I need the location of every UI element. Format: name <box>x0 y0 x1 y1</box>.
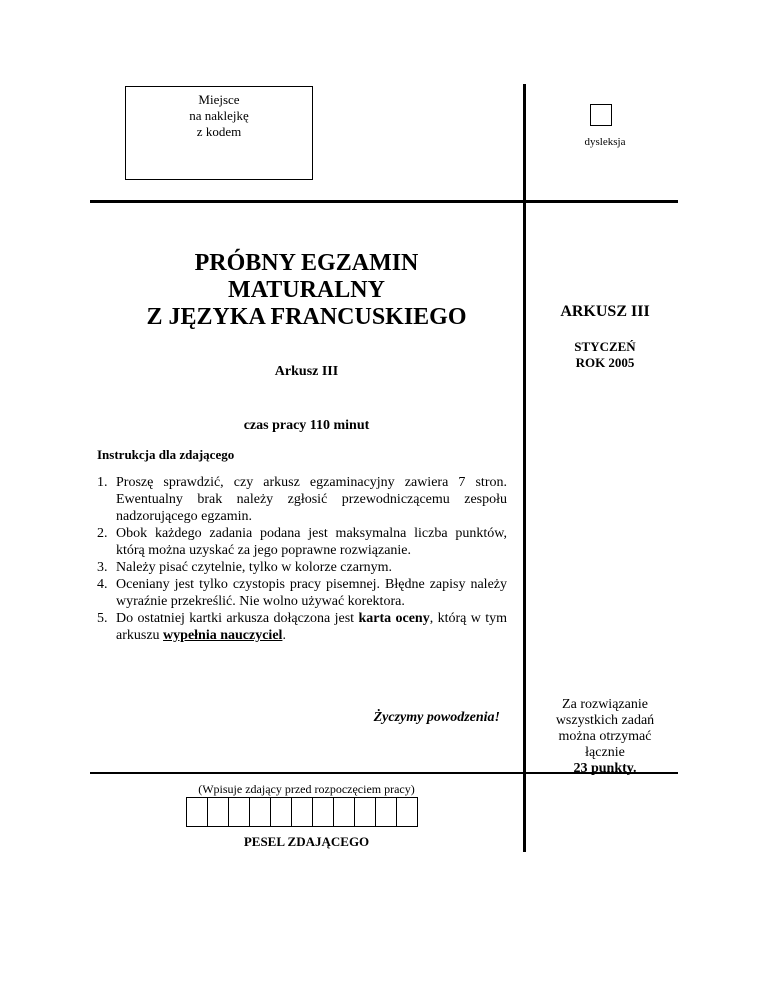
exam-title <box>90 250 523 331</box>
sticker-placeholder-box <box>125 86 313 180</box>
title-line-2: MATURALNY <box>228 277 385 303</box>
points-line-2: wszystkich zadań <box>555 713 655 728</box>
pesel-note: (Wpisuje zdający przed rozpoczęciem pracy) <box>198 782 415 796</box>
dyslexia-label: dysleksja <box>584 136 626 148</box>
instruction-item: 4. Oceniany jest tylko czystopis pracy pisemnej. Błędne zapisy należy wyraźnie przekreślić. Nie wolno używać korektora. <box>97 577 507 609</box>
pesel-label: PESEL ZDAJĄCEGO <box>243 834 370 849</box>
pesel-digit-cell[interactable] <box>396 797 418 827</box>
instruction-text-underline: wypełnia nauczyciel <box>163 628 283 643</box>
points-line-3: można otrzymać <box>558 729 652 744</box>
pesel-grid <box>186 797 418 827</box>
instruction-item: 5. Do ostatniej kartki arkusza dołączona jest karta oceny, którą w tym arkuszu wypełnia nauczyciel. <box>97 611 508 643</box>
sheet-label: Arkusz III <box>274 364 339 379</box>
instructions-list <box>97 474 507 644</box>
instruction-text: Obok każdego zadania podana jest maksymalna liczba punktów, którą można uzyskać za jego poprawne rozwiązanie. <box>116 526 507 558</box>
instruction-text-mid: , którą w tym arkuszu <box>116 611 508 643</box>
pesel-digit-cell[interactable] <box>312 797 334 827</box>
instruction-text-bold: karta oceny <box>358 611 430 626</box>
dyslexia-checkbox[interactable] <box>590 104 612 126</box>
instruction-item: 2. Obok każdego zadania podana jest maksymalna liczba punktów, którą można uzyskać za jego poprawne rozwiązanie. <box>97 526 507 558</box>
instruction-item: 1. Proszę sprawdzić, czy arkusz egzaminacyjny zawiera 7 stron. Ewentualny brak należy zgłosić przewodniczącemu zespołu nadzorującego egzamin. <box>97 475 507 524</box>
pesel-digit-cell[interactable] <box>186 797 208 827</box>
points-line-1: Za rozwiązanie <box>562 697 648 712</box>
exam-date <box>530 339 680 371</box>
good-luck-text: Życzymy powodzenia! <box>373 710 500 725</box>
instruction-text: Proszę sprawdzić, czy arkusz egzaminacyjny zawiera 7 stron. Ewentualny brak należy zgłosić przewodniczącemu zespołu nadzorującego egzamin. <box>116 475 507 524</box>
pesel-digit-cell[interactable] <box>270 797 292 827</box>
exam-month: STYCZEŃ <box>574 339 636 354</box>
pesel-digit-cell[interactable] <box>291 797 313 827</box>
instruction-text: Należy pisać czytelnie, tylko w kolorze czarnym. <box>116 560 392 575</box>
points-total: 23 punkty. <box>573 761 637 776</box>
top-horizontal-divider <box>90 200 678 203</box>
exam-year: ROK 2005 <box>575 355 635 370</box>
pesel-digit-cell[interactable] <box>228 797 250 827</box>
instructions-heading: Instrukcja dla zdającego <box>97 447 235 462</box>
instruction-text: Oceniany jest tylko czystopis pracy pisemnej. Błędne zapisy należy wyraźnie przekreślić. Nie wolno używać korektora. <box>116 577 507 609</box>
title-line-3: Z JĘZYKA FRANCUSKIEGO <box>146 304 467 330</box>
sticker-line-1: Miejsce <box>198 92 240 107</box>
pesel-digit-cell[interactable] <box>333 797 355 827</box>
pesel-digit-cell[interactable] <box>375 797 397 827</box>
points-line-4: łącznie 23 punkty. <box>573 745 637 776</box>
right-sheet-label: ARKUSZ III <box>560 303 650 320</box>
points-note <box>530 697 680 777</box>
exam-duration: czas pracy 110 minut <box>243 418 370 433</box>
instruction-item: 3. Należy pisać czytelnie, tylko w kolorze czarnym. <box>97 560 392 575</box>
sticker-line-3: z kodem <box>196 124 242 139</box>
instruction-text-pre: Do ostatniej kartki arkusza dołączona jest <box>116 611 359 626</box>
title-line-1: PRÓBNY EGZAMIN <box>194 250 419 276</box>
sticker-line-2: na naklejkę <box>189 108 249 123</box>
pesel-digit-cell[interactable] <box>249 797 271 827</box>
pesel-digit-cell[interactable] <box>207 797 229 827</box>
pesel-digit-cell[interactable] <box>354 797 376 827</box>
instruction-text-post: . <box>282 628 286 643</box>
